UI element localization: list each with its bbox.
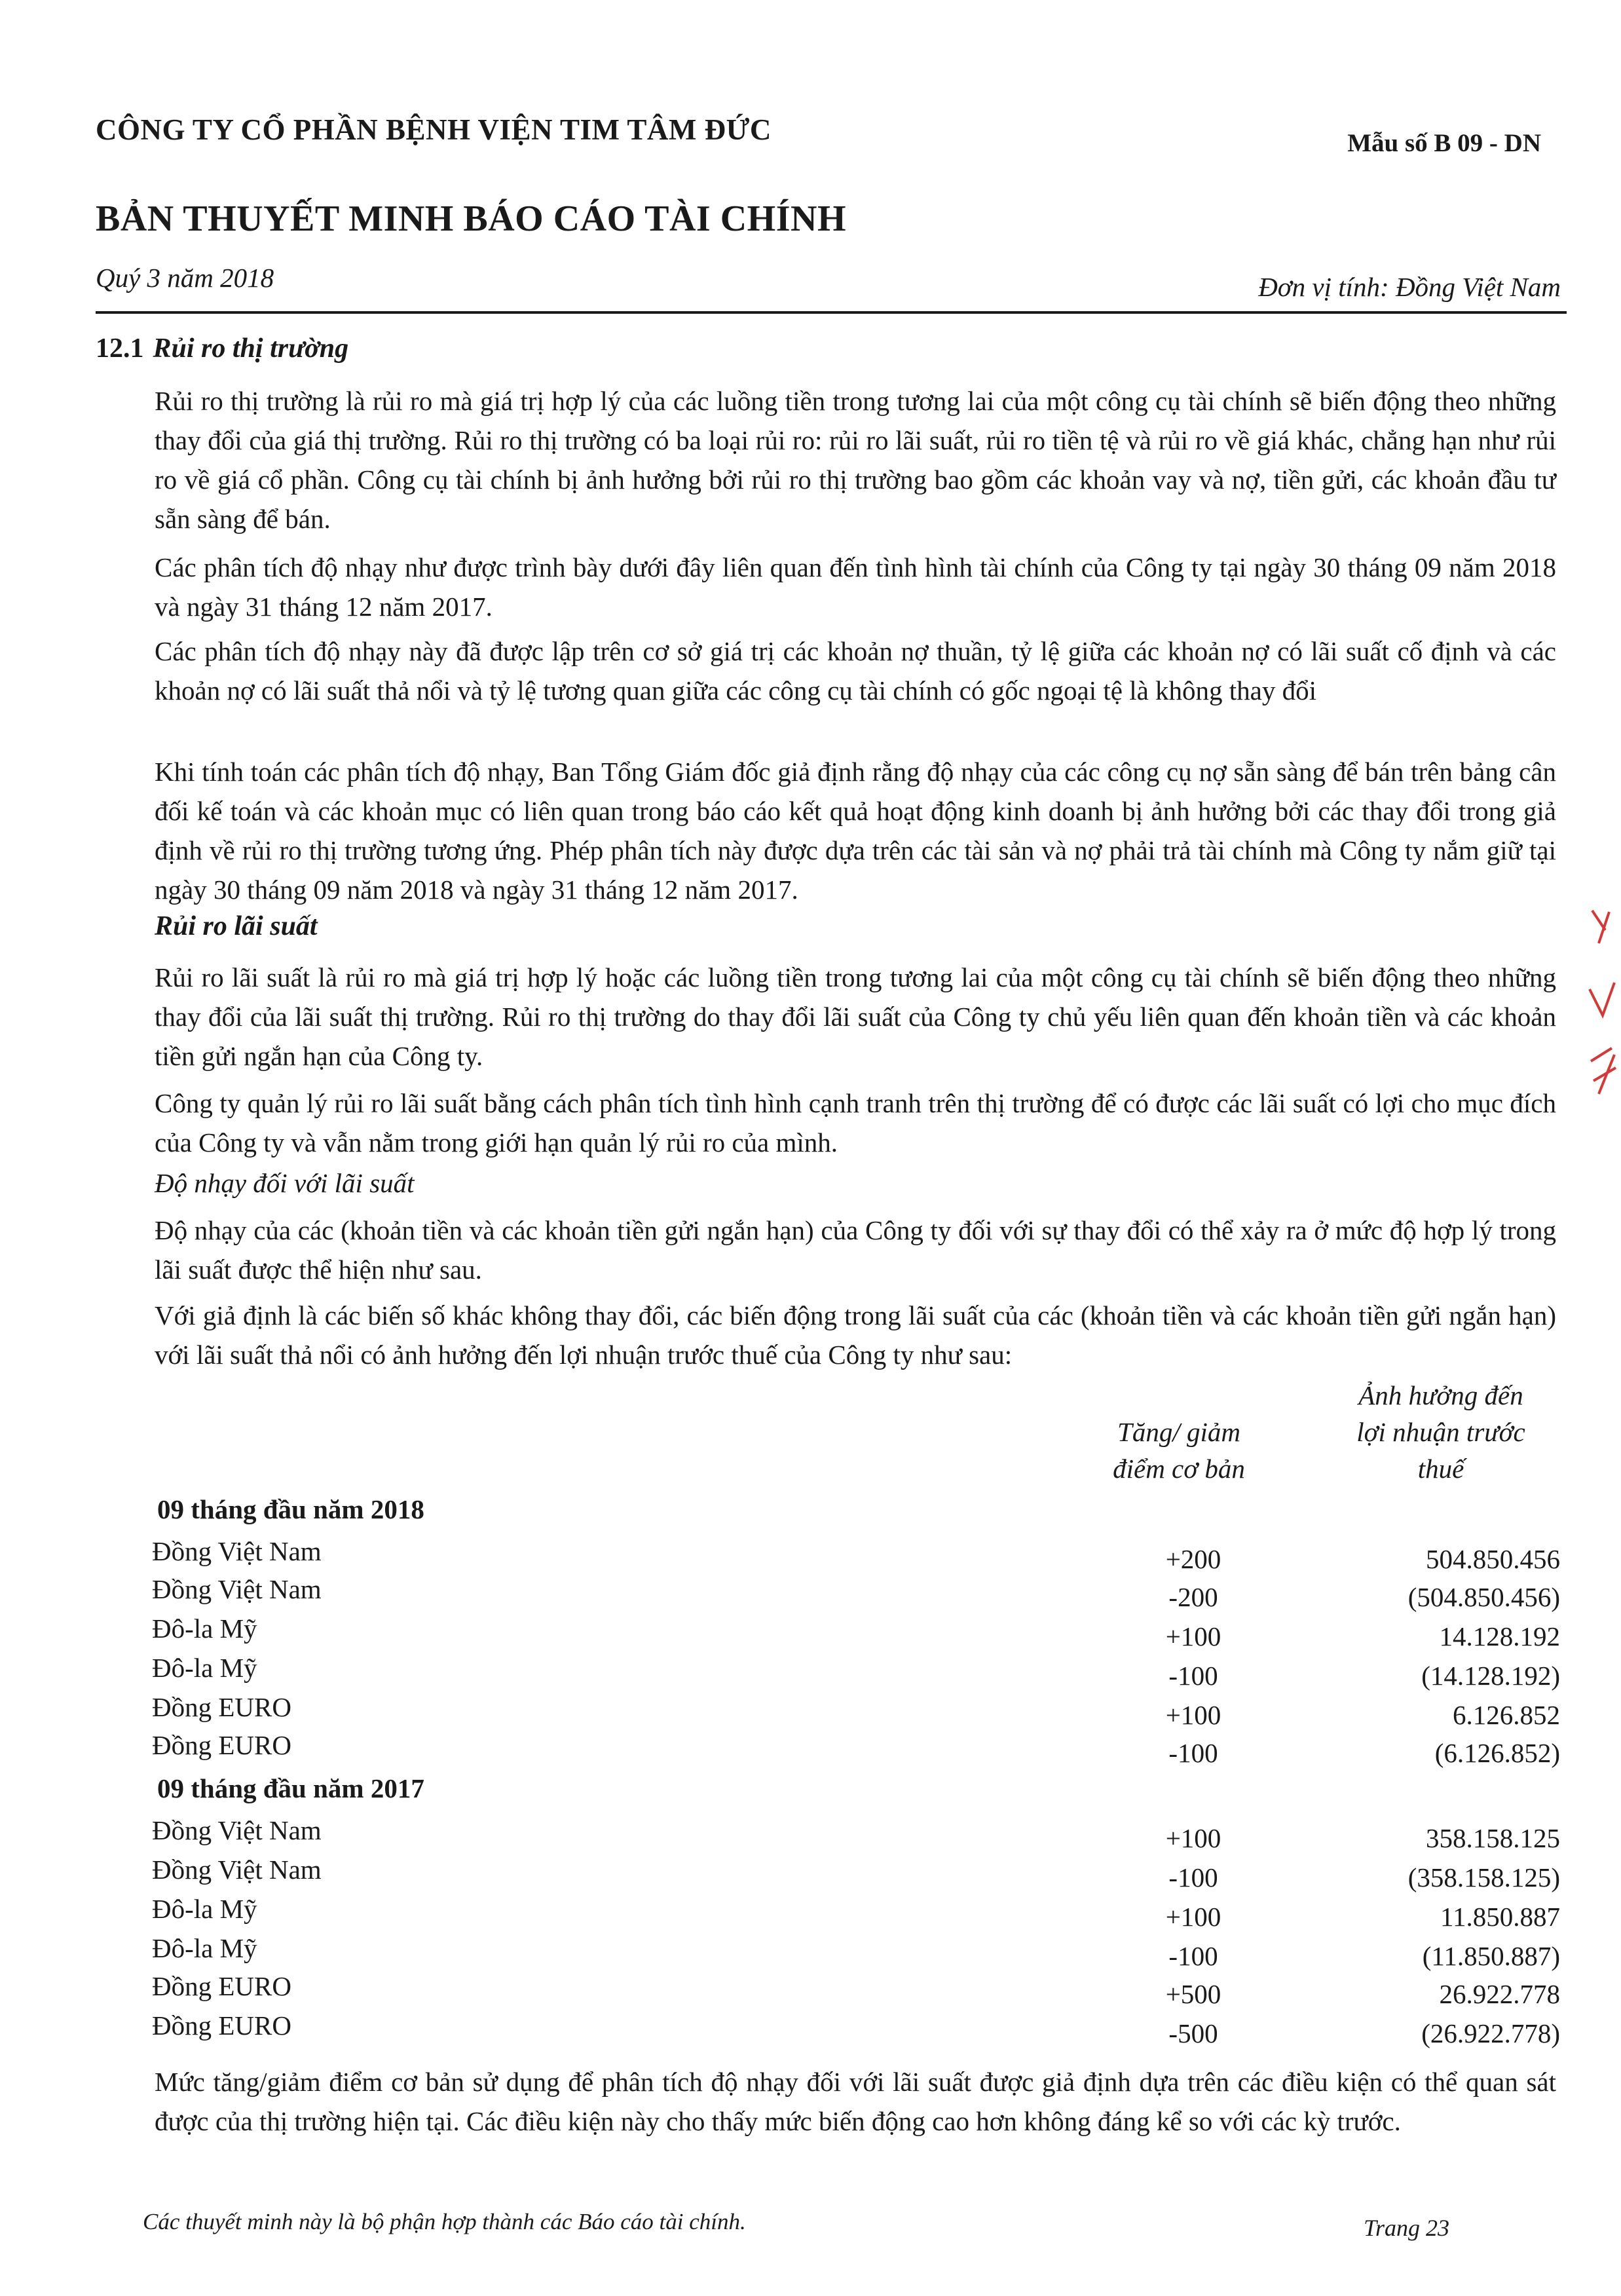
section-heading — [96, 333, 348, 364]
row-currency: Đồng Việt Nam — [152, 1854, 322, 1885]
row-effect: (6.126.852) — [1434, 1738, 1560, 1768]
row-change: +500 — [1165, 1979, 1221, 2009]
table-row — [152, 1970, 1560, 2008]
row-effect: 504.850.456 — [1426, 1544, 1560, 1574]
row-currency: Đồng EURO — [152, 2010, 291, 2041]
row-change: +100 — [1165, 1621, 1221, 1651]
table-row — [152, 1815, 1560, 1853]
ink-mark — [1586, 904, 1618, 1101]
row-change: -100 — [1168, 1661, 1218, 1691]
form-number: Mẫu số B 09 - DN — [1347, 129, 1541, 157]
row-currency: Đô-la Mỹ — [152, 1613, 257, 1644]
report-period: Quý 3 năm 2018 — [96, 263, 274, 293]
interest-assumption-paragraph: Với giả định là các biến số khác không thay đổi, các biến động trong lãi suất của các (khoản tiền và các khoản tiền gửi ngắn hạn) với lãi suất thả nổi có ảnh hưởng đến lợi nhuận trước thuế của Công ty như sau: — [155, 1300, 1556, 1370]
row-effect: (11.850.887) — [1422, 1941, 1560, 1971]
row-currency: Đồng EURO — [152, 1730, 291, 1760]
table-row — [152, 1691, 1560, 1729]
row-currency: Đồng Việt Nam — [152, 1574, 322, 1604]
table-row — [152, 1893, 1560, 1931]
row-change: +100 — [1165, 1700, 1221, 1730]
section-title: Rủi ro thị trường — [153, 333, 349, 364]
table-row — [152, 1854, 1560, 1892]
header-divider — [96, 311, 1567, 314]
row-change: +200 — [1165, 1544, 1221, 1574]
row-change: +100 — [1165, 1823, 1221, 1853]
row-effect: (14.128.192) — [1421, 1661, 1560, 1691]
document-title: BẢN THUYẾT MINH BÁO CÁO TÀI CHÍNH — [96, 198, 847, 239]
row-currency: Đồng EURO — [152, 1971, 291, 2001]
footer-note: Các thuyết minh này là bộ phận hợp thành các Báo cáo tài chính. — [143, 2209, 746, 2234]
interest-risk-heading: Rủi ro lãi suất — [155, 911, 318, 941]
currency-unit: Đơn vị tính: Đồng Việt Nam — [1258, 272, 1561, 302]
row-effect: 6.126.852 — [1453, 1700, 1560, 1730]
table-group-title: 09 tháng đầu năm 2017 — [157, 1773, 424, 1803]
row-currency: Đồng Việt Nam — [152, 1536, 322, 1566]
table-row — [152, 1932, 1560, 1970]
interest-sensitivity-paragraph: Độ nhạy của các (khoản tiền và các khoản tiền gửi ngắn hạn) của Công ty đối với sự thay đổi có thể xảy ra ở mức độ hợp lý trong lãi suất được thể hiện như sau. — [155, 1215, 1556, 1285]
row-change: -200 — [1168, 1582, 1218, 1612]
column-header-effect: Ảnh hưởng đến lợi nhuận trước thuế — [1356, 1380, 1525, 1484]
table-row — [152, 2010, 1560, 2048]
row-currency: Đồng EURO — [152, 1692, 291, 1722]
company-name: CÔNG TY CỔ PHẦN BỆNH VIỆN TIM TÂM ĐỨC — [96, 113, 772, 146]
table-row — [152, 1652, 1560, 1690]
table-group-title: 09 tháng đầu năm 2018 — [157, 1494, 424, 1524]
row-currency: Đô-la Mỹ — [152, 1933, 257, 1963]
row-currency: Đô-la Mỹ — [152, 1653, 257, 1683]
interest-risk-paragraph: Rủi ro lãi suất là rủi ro mà giá trị hợp lý hoặc các luồng tiền trong tương lai của một công cụ tài chính sẽ biến động theo những thay đổi của lãi suất thị trường. Rủi ro thị trường do thay đổi lãi suất của Công ty chủ yếu liên quan đến khoản tiền và các khoản tiền gửi ngắn hạn của Công ty. — [155, 962, 1556, 1071]
market-risk-paragraph: Rủi ro thị trường là rủi ro mà giá trị hợp lý của các luồng tiền trong tương lai của một công cụ tài chính sẽ biến động theo những thay đổi của giá thị trường. Rủi ro thị trường có ba loại rủi ro: rủi ro lãi suất, rủi ro tiền tệ và rủi ro về giá khác, chẳng hạn như rủi ro về giá cổ phần. Công cụ tài chính bị ảnh hưởng bởi rủi ro thị trường bao gồm các khoản vay và nợ, tiền gửi, các khoản đầu tư sẵn sàng để bán. — [155, 386, 1556, 534]
page-number: Trang 23 — [1364, 2215, 1450, 2241]
section-number: 12.1 — [96, 333, 144, 364]
sensitivity-scope-paragraph: Các phân tích độ nhạy như được trình bày dưới đây liên quan đến tình hình tài chính của Công ty tại ngày 30 tháng 09 năm 2018 và ngày 31 tháng 12 năm 2017. — [155, 552, 1556, 622]
row-effect: 11.850.887 — [1440, 1902, 1560, 1932]
table-row — [152, 1613, 1560, 1651]
row-effect: (358.158.125) — [1407, 1862, 1560, 1892]
column-header-change: Tăng/ giảm điểm cơ bản — [1113, 1417, 1245, 1484]
row-currency: Đồng Việt Nam — [152, 1815, 322, 1845]
table-row — [152, 1729, 1560, 1767]
table-row — [152, 1573, 1560, 1611]
row-effect: 358.158.125 — [1426, 1823, 1560, 1853]
row-effect: (504.850.456) — [1407, 1582, 1560, 1612]
row-effect: 14.128.192 — [1439, 1621, 1560, 1651]
sensitivity-assumption-paragraph: Khi tính toán các phân tích độ nhạy, Ban Tổng Giám đốc giả định rằng độ nhạy của các công cụ nợ sẵn sàng để bán trên bảng cân đối kế toán và các khoản mục có liên quan trong báo cáo kết quả hoạt động kinh doanh bị ảnh hưởng bởi các thay đổi trong giả định về rủi ro thị trường tương ứng. Phép phân tích này được dựa trên các tài sản và nợ phải trả tài chính mà Công ty nắm giữ tại ngày 30 tháng 09 năm 2018 và ngày 31 tháng 12 năm 2017. — [155, 757, 1556, 905]
row-change: -100 — [1168, 1862, 1218, 1892]
row-effect: (26.922.778) — [1421, 2018, 1560, 2048]
interest-management-paragraph: Công ty quản lý rủi ro lãi suất bằng cách phân tích tình hình cạnh tranh trên thị trường để có được các lãi suất có lợi cho mục đích của Công ty và vẫn nằm trong giới hạn quản lý rủi ro của mình. — [155, 1088, 1556, 1157]
row-change: -500 — [1168, 2018, 1218, 2048]
row-change: +100 — [1165, 1902, 1221, 1932]
row-change: -100 — [1168, 1738, 1218, 1768]
closing-paragraph: Mức tăng/giảm điểm cơ bản sử dụng để phân tích độ nhạy đối với lãi suất được giả định dựa trên các điều kiện có thể quan sát được của thị trường hiện tại. Các điều kiện này cho thấy mức biến động cao hơn không đáng kể so với các kỳ trước. — [155, 2067, 1556, 2136]
row-currency: Đô-la Mỹ — [152, 1894, 257, 1924]
table-row — [152, 1535, 1560, 1573]
row-effect: 26.922.778 — [1439, 1979, 1560, 2009]
interest-sensitivity-heading: Độ nhạy đối với lãi suất — [155, 1168, 415, 1198]
row-change: -100 — [1168, 1941, 1218, 1971]
sensitivity-basis-paragraph: Các phân tích độ nhạy này đã được lập trên cơ sở giá trị các khoản nợ thuần, tỷ lệ giữa các khoản nợ có lãi suất cố định và các khoản nợ có lãi suất thả nổi và tỷ lệ tương quan giữa các công cụ tài chính có gốc ngoại tệ là không thay đổi — [155, 636, 1556, 706]
